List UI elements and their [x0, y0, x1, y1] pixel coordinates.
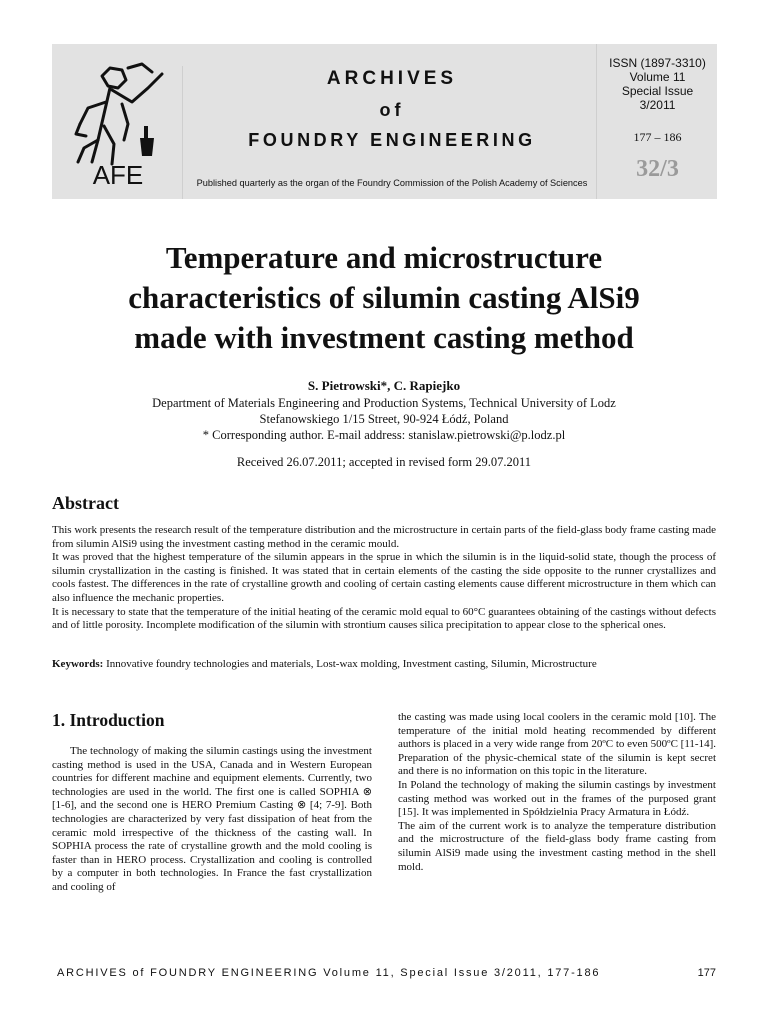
- affiliation-address: Stefanowskiego 1/15 Street, 90-924 Łódź, Poland: [259, 412, 509, 426]
- section-heading-introduction: 1. Introduction: [52, 710, 165, 730]
- keywords-list: Innovative foundry technologies and materials, Lost-wax molding, Investment casting, Silumin, Microstructure: [106, 658, 597, 670]
- volume: Volume 11: [629, 70, 686, 84]
- affiliation-department: Department of Materials Engineering and Production Systems, Technical University of Lodz: [152, 396, 616, 410]
- title-line: Temperature and microstructure: [165, 240, 603, 275]
- corresponding-author: * Corresponding author. E-mail address: stanislaw.pietrowski@p.lodz.pl: [202, 428, 566, 442]
- intro-paragraph: The technology of making the silumin castings using the investment casting method is used in the USA, Canada and in Western European countries for different machine and equipment elements. Currently, two technologies are used in the world. The first one is called SOPHIA ⊗ [1-6], and the second one is HERO Premium Casting ⊗ [4; 7-9]. Both technologies are characterized by very fast dissipation of heat from the ceramic mold irrespective of the thickness of the casting wall. In SOPHIA process the rate of crystalline growth and the mold cooling is faster than in HERO process. Crystallization and cooling is controlled by a computer in both technologies. In France the fast crystallization and cooling of: [52, 745, 372, 893]
- journal-name-line2: of: [379, 100, 405, 120]
- received-dates: Received 26.07.2011; accepted in revised form 29.07.2011: [236, 455, 532, 469]
- journal-name-line1: ARCHIVES: [326, 68, 458, 89]
- keywords: [52, 658, 716, 670]
- article-title: [60, 238, 708, 358]
- header-divider-right: [596, 44, 597, 199]
- intro-column-left: [52, 745, 372, 895]
- abstract-body: [52, 524, 716, 633]
- abstract-paragraph: This work presents the research result of the temperature distribution and the microstructure in certain parts of the field-glass body frame casting made from silumin AlSi9 using the investment casting method in the ceramic mould.: [52, 524, 716, 550]
- abstract-heading: Abstract: [52, 493, 119, 513]
- special-issue: Special Issue: [621, 84, 694, 98]
- keywords-label: Keywords:: [52, 658, 104, 670]
- title-line: made with investment casting method: [134, 320, 634, 355]
- intro-paragraph: The aim of the current work is to analyze the temperature distribution and the microstructure of the field-glass body frame casting from silumin AlSi9 made using the investment casting method in the shell mold.: [398, 819, 716, 873]
- issue-number: 32/3: [636, 156, 679, 182]
- publication-note: Published quarterly as the organ of the Foundry Commission of the Polish Academy of Sciences: [196, 178, 588, 188]
- journal-name-line3: FOUNDRY ENGINEERING: [248, 130, 536, 150]
- intro-column-right: [398, 711, 716, 874]
- afe-logo-text: [72, 162, 164, 188]
- intro-paragraph: In Poland the technology of making the silumin castings by investment casting method was worked out in the frames of the purposed grant [15]. It was implemented in Spółdzielnia Pracy Armatura in Łódź.: [398, 778, 716, 819]
- header-divider: [182, 66, 183, 199]
- page-range: 177 – 186: [633, 130, 682, 144]
- issn: ISSN (1897-3310): [609, 56, 706, 70]
- svg-text:AFE: AFE: [92, 162, 144, 188]
- authors: S. Pietrowski*, C. Rapiejko: [307, 378, 461, 393]
- running-footer: ARCHIVES of FOUNDRY ENGINEERING Volume 11, Special Issue 3/2011, 177-186: [57, 967, 601, 979]
- page-number: 177: [697, 967, 716, 979]
- intro-paragraph: the casting was made using local coolers in the ceramic mold [10]. The temperature of the initial mold heating recommended by different authors is placed in a very wide range from 20ºC to even 500ºC [11-14]. Preparation of the physic-chemical state of the silumin is kept secret and there is no information on this topic in the literature.: [398, 711, 716, 778]
- journal-header: [52, 44, 717, 199]
- title-line: characteristics of silumin casting AlSi9: [128, 280, 640, 315]
- abstract-paragraph: It was proved that the highest temperature of the silumin appears in the sprue in which the silumin is in the liquid-solid state, though the process of silumin crystallization in the casting is finished. It was stated that in certain elements of the casting the side opposite to the runner crystallizes and cools fastest. The differences in the rate of crystalline growth and cooling of certain casting elements cause different microstructure in them which can also influence the mechanic properties.: [52, 551, 716, 604]
- abstract-paragraph: It is necessary to state that the temperature of the initial heating of the ceramic mold equal to 60°C guarantees obtaining of the castings without defects and of little porosity. Incomplete modification of the silumin with strontium causes silica precipitation to appear close to the spherical ones.: [52, 605, 716, 632]
- issue-year: 3/2011: [639, 98, 676, 112]
